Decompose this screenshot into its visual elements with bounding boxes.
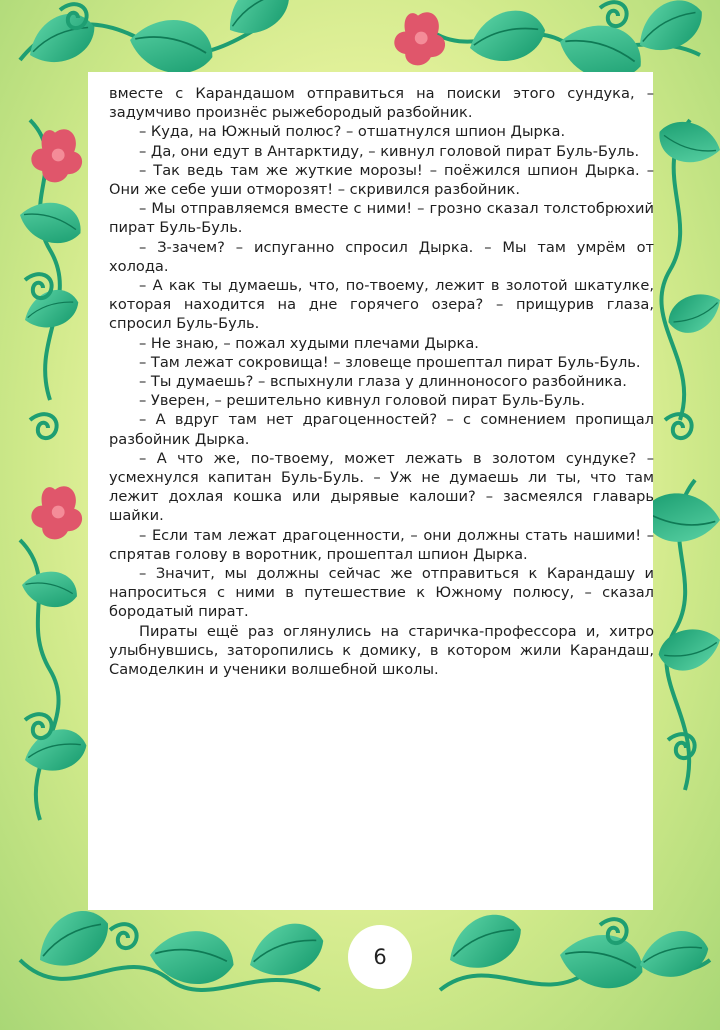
paragraph: – Не знаю, – пожал худыми плечами Дырка. xyxy=(139,334,479,352)
paragraph: – Мы отправляемся вместе с ними! – грозно сказал толстобрюхий пират Буль-Буль. xyxy=(109,200,654,237)
paragraph: – А что же, по-твоему, может лежать в золотом сундуке? – усмехнулся капитан Буль-Буль. – Уж не думаешь ли ты, что там лежит дохлая кошка или дырявые калоши? – засмеялся главарь шайки. xyxy=(109,449,654,525)
paragraph: – Так ведь там же жуткие морозы! – поёжился шпион Дырка. – Они же себе уши отморозят! – скривился разбойник. xyxy=(109,161,654,199)
paragraph: Пираты ещё раз оглянулись на старичка-профессора и, хитро улыбнувшись, заторопились к домику, в котором жили Карандаш, Самоделкин и ученики волшебной школы. xyxy=(109,622,654,679)
paragraph: – Там лежат сокровища! – зловеще прошептал пират Буль-Буль. xyxy=(139,353,641,371)
paragraph: – Значит, мы должны сейчас же отправиться к Карандашу и напроситься с ними в путешествие к Южному полюсу, – сказал бородатый пират. xyxy=(109,565,654,621)
paragraph: – Куда, на Южный полюс? – отшатнулся шпион Дырка. xyxy=(139,123,566,141)
paragraph: – Уверен, – решительно кивнул головой пират Буль-Буль. xyxy=(139,392,585,410)
paragraph: – З-зачем? – испуганно спросил Дырка. – Мы там умрём от холода. xyxy=(109,238,654,275)
paragraph: вместе с Карандашом отправиться на поиски этого сундука, – задумчиво произнёс рыжебородый разбойник. xyxy=(109,85,654,122)
paragraph: – А вдруг там нет драгоценностей? – с сомнением пропищал разбойник Дырка. xyxy=(109,411,654,448)
paragraph: – Да, они едут в Антарктиду, – кивнул головой пират Буль-Буль. xyxy=(139,142,640,160)
story-text xyxy=(109,84,654,679)
paragraph: – Ты думаешь? – вспыхнули глаза у длинноносого разбойника. xyxy=(139,373,627,391)
left-vines xyxy=(15,120,90,820)
page-number: 6 xyxy=(373,945,387,969)
paragraph: – А как ты думаешь, что, по-твоему, лежит в золотой шкатулке, которая находится на дне горячего озера? – прищурив глаза, спросил Буль-Буль. xyxy=(109,277,654,333)
paragraph: – Если там лежат драгоценности, – они должны стать нашими! – спрятав голову в воротник, прошептал шпион Дырка. xyxy=(109,526,654,563)
